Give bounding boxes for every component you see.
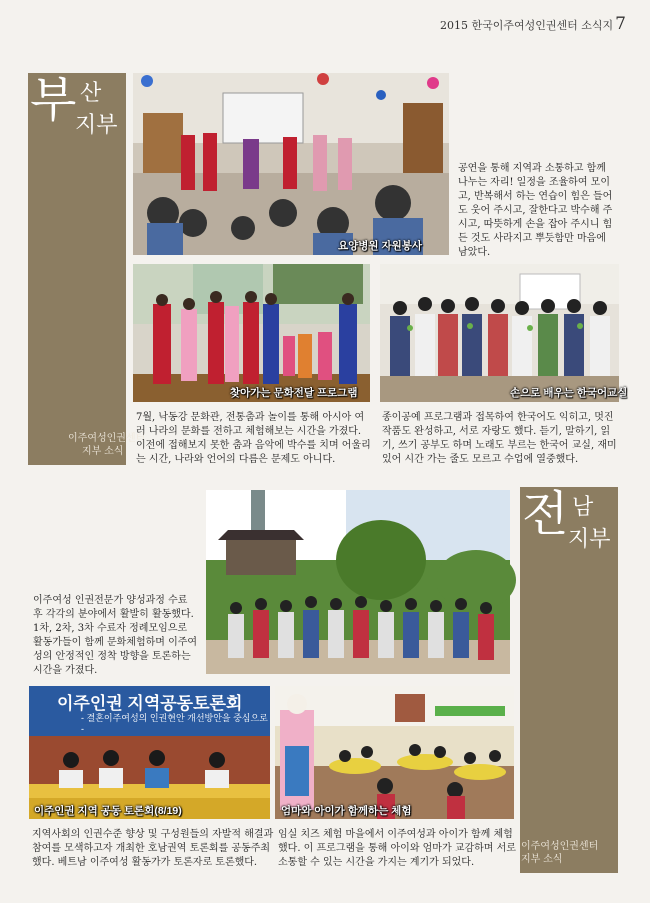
- busan-sub-line2: 지부 소식: [82, 446, 124, 457]
- caption-hospital-volunteer: 요양병원 자원봉사: [338, 240, 423, 252]
- jeonnam-sub-line2: 지부 소식: [521, 854, 563, 865]
- page-header: [440, 14, 626, 34]
- jeonnam-sub-line1: 이주여성인권센터: [521, 841, 599, 852]
- photo-korean-class: [380, 264, 619, 402]
- photo-mother-child: [275, 686, 514, 819]
- photo-hospital-volunteer: [133, 73, 449, 255]
- busan-sidebar-subtitle: [68, 432, 146, 458]
- text-expert-training: 이주여성 인권전문가 양성과정 수료 후 각각의 분야에서 활발히 활동했다. 1차, 2차, 3차 수료자 정례모임으로 활동가들이 함께 문화체험하며 이주여성의 안정적인 정착 방향을 토론하는 시간을 가졌다.: [33, 595, 198, 676]
- text-culture-program: 7월, 낙동강 문화관, 전통춤과 놀이를 통해 아시아 여러 나라의 문화를 전하고 체험해보는 시간을 가졌다. 이전에 접해보지 못한 춤과 음악에 박수를 치며 어울리는 시간, 나라와 언어의 다름은 문제도 아니다.: [136, 412, 371, 465]
- busan-sub-line1: 이주여성인권센터: [68, 433, 146, 444]
- jeonnam-region-top: 남: [572, 495, 594, 520]
- busan-region-big: 부: [30, 72, 77, 128]
- caption-mother-child: 엄마와 아이가 함께하는 체험: [281, 805, 412, 817]
- caption-culture-program: 찾아가는 문화전달 프로그램: [230, 387, 358, 399]
- jeonnam-sidebar-subtitle: [521, 840, 618, 866]
- busan-region-top: 산: [80, 81, 102, 106]
- jeonnam-region-big: 전: [522, 486, 569, 542]
- caption-human-rights-forum: 이주인권 지역 공동 토론회(8/19): [34, 805, 182, 817]
- text-performance: 공연을 통해 지역과 소통하고 함께 나누는 자리! 일정을 조율하여 모이고, 반복해서 하는 연습이 힘은 들어도 웃어 주시고, 잘한다고 박수해 주시고, 따뜻하게 손을 잡아 주시니 힘든 것도 사라지고 뿌듯함만 마음에 남았다.: [458, 163, 613, 258]
- text-mother-child: 임실 치즈 체험 마을에서 이주여성과 아이가 함께 체험했다. 이 프로그램을 통해 아이와 엄마가 교감하며 서로 소통할 수 있는 시간을 가지는 계기가 되었다.: [278, 829, 516, 868]
- jeonnam-region-bottom: 지부: [568, 527, 611, 552]
- photo-baekje-site: [206, 490, 510, 674]
- photo-culture-program: [133, 264, 370, 402]
- text-korean-class: 종이공예 프로그램과 접목하여 한국어도 익히고, 멋진 작품도 완성하고, 서로 자랑도 했다. 듣기, 말하기, 읽기, 쓰기 공부도 하며 노래도 부르는 한국어 교실, 재미있어 시간 가는 줄도 모르고 수업에 열중했다.: [382, 412, 617, 465]
- newsletter-title: 2015 한국이주여성인권센터 소식지: [440, 19, 614, 32]
- caption-korean-class: 손으로 배우는 한국어교실: [510, 387, 628, 399]
- forum-banner-title: 이주인권 지역공동토론회: [57, 694, 243, 713]
- photo-human-rights-forum: [29, 686, 270, 819]
- forum-banner-subtitle: - 결혼이주여성의 인권현안 개선방안을 중심으로 -: [81, 713, 268, 734]
- busan-region-bottom: 지부: [75, 113, 118, 138]
- text-forum: 지역사회의 인권수준 향상 및 구성원들의 자발적 해결과 참여를 모색하고자 개최한 호남권역 토론회를 공동주최했다. 베트남 이주여성 활동가가 토론자로 토론했다.: [32, 829, 274, 868]
- page-number: 7: [615, 14, 626, 34]
